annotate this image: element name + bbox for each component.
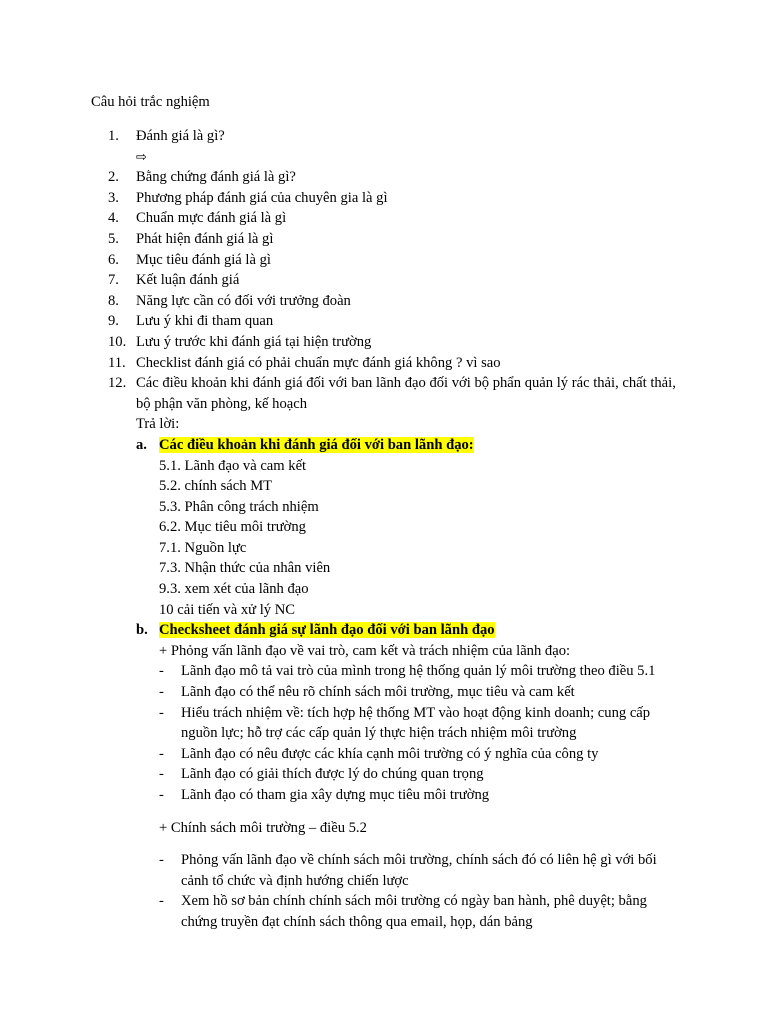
- question-text: Đánh giá là gì?: [136, 128, 225, 144]
- clause-item: 7.3. Nhận thức của nhân viên: [159, 560, 331, 577]
- document-title: Câu hỏi trắc nghiệm: [91, 94, 210, 110]
- question-text: Checklist đánh giá có phải chuẩn mực đánh giá không ? vì sao: [136, 354, 501, 371]
- checklist-text: Xem hồ sơ bản chính chính sách môi trường có ngày ban hành, phê duyệt; bằng chứng truyền đạt chính sách thông qua email, họp, dán bảng: [181, 893, 647, 930]
- bullet-dash: -: [159, 787, 164, 803]
- question-item: [0, 208, 676, 229]
- question-number: 2.: [108, 169, 119, 186]
- checklist-text: Hiểu trách nhiệm về: tích hợp hệ thống MT vào hoạt động kinh doanh; cung cấp nguồn lực; hỗ trợ các cấp quản lý thực hiện trách nhiệm môi trường: [181, 704, 651, 742]
- question-number: 8.: [108, 292, 119, 309]
- spacer: [0, 806, 768, 818]
- checklist-item: [0, 891, 676, 932]
- checklist-item: [0, 744, 676, 765]
- bullet-dash: -: [159, 893, 164, 910]
- question-number: 3.: [108, 189, 119, 206]
- bullet-dash: -: [159, 766, 164, 783]
- checklist-item: [0, 661, 676, 682]
- bullet-dash: -: [159, 704, 164, 721]
- checklist-text: Phỏng vấn lãnh đạo về chính sách môi trường, chính sách đó có liên hệ gì với bối cảnh tổ chức và định hướng chiến lược: [181, 852, 657, 889]
- question-text: Các điều khoản khi đánh giá đối với ban lãnh đạo đối với bộ phẩn quản lý rác thải, chất thải, bộ phận văn phòng, kế hoạch: [136, 375, 676, 412]
- clause-item: 5.1. Lãnh đạo và cam kết: [159, 457, 307, 474]
- question-item: [0, 126, 676, 147]
- group-title: + Phỏng vấn lãnh đạo về vai trò, cam kết và trách nhiệm của lãnh đạo:: [159, 642, 571, 659]
- question-item: [0, 353, 676, 374]
- section-b-heading-row: [0, 620, 679, 641]
- question-text: Chuẩn mực đánh giá là gì: [136, 210, 287, 227]
- checklist-item: [0, 850, 676, 891]
- clause-item: 5.2. chính sách MT: [159, 478, 273, 495]
- question-number: 1.: [108, 128, 119, 144]
- question-text: Năng lực cần có đối với trưởng đoàn: [136, 292, 351, 309]
- question-text: Lưu ý trước khi đánh giá tại hiện trường: [136, 333, 372, 350]
- section-b-heading: Checksheet đánh giá sự lãnh đạo đối với ban lãnh đạo: [159, 622, 495, 639]
- right-arrow-icon: ⇨: [136, 149, 147, 165]
- checklist-text: Lãnh đạo có giải thích được lý do chúng quan trọng: [181, 766, 484, 783]
- clause-item: 5.3. Phân công trách nhiệm: [159, 498, 319, 515]
- clause-item: 10 cải tiến và xử lý NC: [159, 601, 295, 618]
- question-item: [0, 311, 676, 332]
- section-a-heading: Các điều khoản khi đánh giá đối với ban lãnh đạo:: [159, 436, 474, 453]
- question-text: Phát hiện đánh giá là gì: [136, 230, 274, 247]
- question-item: [0, 188, 676, 209]
- question-list: [0, 126, 768, 933]
- question-item: [0, 373, 676, 414]
- question-item: [0, 250, 676, 271]
- bullet-dash: -: [159, 852, 164, 869]
- group-title: + Chính sách môi trường – điều 5.2: [159, 819, 367, 836]
- question-number: 7.: [108, 272, 119, 289]
- clause-item: 9.3. xem xét của lãnh đạo: [159, 581, 309, 598]
- checklist-item: [0, 785, 676, 806]
- answer-arrow-line: [0, 147, 768, 168]
- question-text: Mục tiêu đánh giá là gì: [136, 251, 271, 268]
- question-number: 10.: [108, 333, 127, 350]
- question-number: 6.: [108, 251, 119, 268]
- section-a-heading-row: [0, 435, 679, 456]
- question-number: 4.: [108, 210, 119, 227]
- question-item: [0, 291, 676, 312]
- question-item: [0, 167, 676, 188]
- question-number: 11.: [108, 354, 126, 371]
- question-item: [0, 229, 676, 250]
- question-number: 12.: [108, 375, 127, 392]
- checklist-item: [0, 703, 676, 744]
- bullet-dash: -: [159, 684, 164, 701]
- question-number: 5.: [108, 230, 119, 247]
- checklist-item: [0, 764, 676, 785]
- checklist-text: Lãnh đạo có thể nêu rõ chính sách môi trường, mục tiêu và cam kết: [181, 684, 575, 701]
- question-text: Lưu ý khi đi tham quan: [136, 313, 274, 330]
- question-text: Phương pháp đánh giá của chuyên gia là gì: [136, 189, 388, 206]
- answer-label: Trả lời:: [136, 416, 180, 433]
- question-text: Bằng chứng đánh giá là gì?: [136, 169, 296, 186]
- clause-item: 6.2. Mục tiêu môi trường: [159, 519, 306, 536]
- section-a-letter: a.: [136, 436, 147, 453]
- bullet-dash: -: [159, 745, 164, 762]
- question-item: [0, 270, 676, 291]
- checklist-text: Lãnh đạo có tham gia xây dựng mục tiêu môi trường: [181, 787, 490, 803]
- checklist-item: [0, 682, 676, 703]
- checklist-text: Lãnh đạo có nêu được các khía cạnh môi trường có ý nghĩa của công ty: [181, 745, 599, 762]
- question-text: Kết luận đánh giá: [136, 272, 240, 289]
- question-item: [0, 332, 676, 353]
- clause-item: 7.1. Nguồn lực: [159, 539, 247, 556]
- bullet-dash: -: [159, 663, 164, 680]
- section-b-letter: b.: [136, 622, 148, 639]
- question-number: 9.: [108, 313, 119, 330]
- spacer: [0, 838, 768, 850]
- checklist-text: Lãnh đạo mô tả vai trò của mình trong hệ thống quản lý môi trường theo điều 5.1: [181, 663, 656, 680]
